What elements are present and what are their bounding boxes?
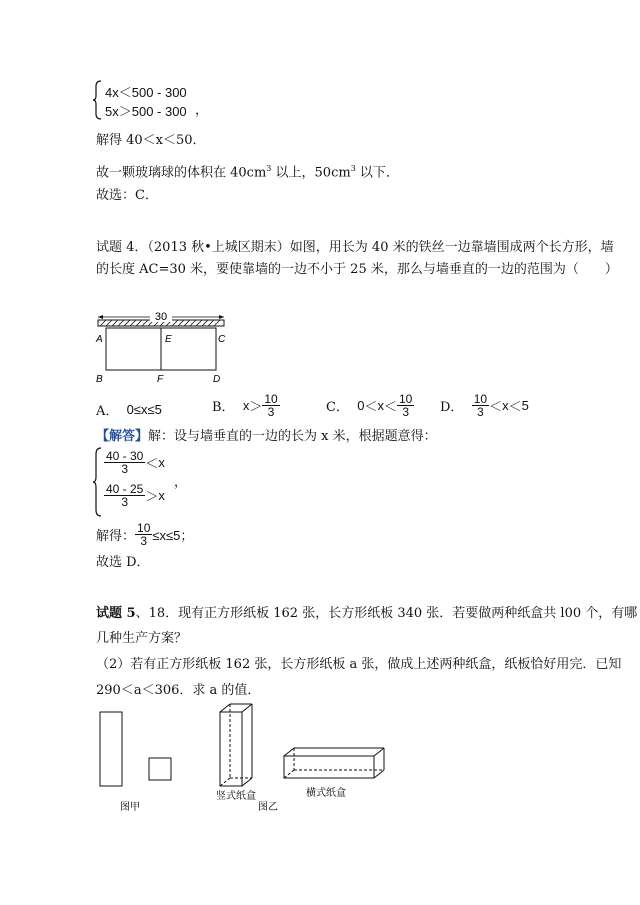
point-label-a: A bbox=[96, 334, 103, 345]
inequality-system-2 bbox=[92, 447, 212, 517]
label-horizontal-box: 横式纸盒 bbox=[306, 788, 346, 799]
option-d: D． $\frac{10}{3}$ ＜ x ＜ 5 bbox=[440, 392, 529, 419]
left-brace-icon bbox=[92, 80, 102, 120]
point-label-d: D bbox=[213, 374, 221, 385]
point-label-b: B bbox=[96, 374, 103, 385]
inequality-2: 5x＞500 - 300 bbox=[105, 104, 187, 119]
conclusion-line: 故一颗玻璃球的体积在 $40cm^3$ 以上，$50cm^3$ 以下． bbox=[96, 164, 399, 181]
option-c: C． 0 ＜ x ＜ $\frac{10}{3}$ bbox=[326, 392, 413, 419]
point-label-c: C bbox=[218, 334, 226, 345]
square-board bbox=[149, 758, 171, 780]
q5-line-1: 试题 5、18．现有正方形纸板 162 张，长方形纸板 340 张．若要做两种纸盒共 l00 个，有哪 bbox=[96, 606, 638, 621]
comma: ， bbox=[195, 103, 209, 118]
choice-line: 故选：C． bbox=[96, 188, 158, 203]
arrow-left-icon bbox=[98, 315, 103, 319]
answer-solve-line: 解得： $\frac{10}{3}$ ≤x≤5； bbox=[96, 521, 194, 548]
length-label: 30 bbox=[154, 311, 168, 323]
solve-line: 解得 40＜x＜50． bbox=[96, 133, 206, 148]
inequality-4: $\frac{40 - 25}{3}$ ＞ x bbox=[106, 482, 165, 509]
point-label-e: E bbox=[165, 334, 172, 345]
vertical-box bbox=[220, 704, 252, 786]
q5-line-3: （2）若有正方形纸板 162 张，长方形纸板 a 张，做成上述两种纸盒，纸板恰好用完．已知 bbox=[96, 657, 622, 672]
q5-line-2: 几种生产方案？ bbox=[96, 631, 188, 646]
paper-box-figure bbox=[92, 700, 392, 820]
label-jia: 图甲 bbox=[120, 802, 140, 813]
inequality-3: $\frac{40 - 30}{3}$ ＜ x bbox=[106, 449, 165, 476]
arrow-right-icon bbox=[219, 315, 224, 319]
inequality-1: 4x＜500 - 300 bbox=[105, 85, 187, 100]
fraction: $\frac{10}{3}$ bbox=[398, 392, 413, 419]
label-vertical-box: 竖式纸盒 bbox=[216, 791, 256, 802]
fraction: $\frac{10}{3}$ bbox=[264, 392, 278, 419]
option-a: A． 0≤x≤5 bbox=[96, 402, 162, 419]
rectangle-board bbox=[100, 712, 122, 786]
q5-line-4: 290＜a＜306．求 a 的值． bbox=[96, 683, 261, 698]
left-brace-icon bbox=[92, 447, 102, 517]
point-label-f: F bbox=[157, 374, 164, 385]
option-b: B． x ＞ $\frac{10}{3}$ bbox=[212, 392, 278, 419]
answer-options bbox=[96, 393, 556, 425]
q4-line-2: 的长度 AC=30 米，要使靠墙的一边不小于 25 米，那么与墙垂直的一边的范围为（ ） bbox=[96, 262, 618, 277]
comma: ， bbox=[174, 475, 188, 490]
wall-rectangles-figure bbox=[92, 306, 232, 386]
horizontal-box bbox=[284, 748, 384, 778]
fraction: $\frac{10}{3}$ bbox=[473, 392, 488, 419]
answer-intro: 【解答】解：设与墙垂直的一边的长为 x 米，根据题意得： bbox=[96, 429, 437, 444]
q4-line-1: 试题 4．（2013 秋•上城区期末）如图，用长为 40 米的铁丝一边靠墙围成两个长方形，墙 bbox=[96, 240, 614, 255]
answer-choice: 故选 D． bbox=[96, 555, 150, 570]
answer-tag: 【解答】 bbox=[96, 429, 149, 444]
label-yi: 图乙 bbox=[258, 802, 278, 813]
inequality-system-1 bbox=[92, 80, 212, 120]
